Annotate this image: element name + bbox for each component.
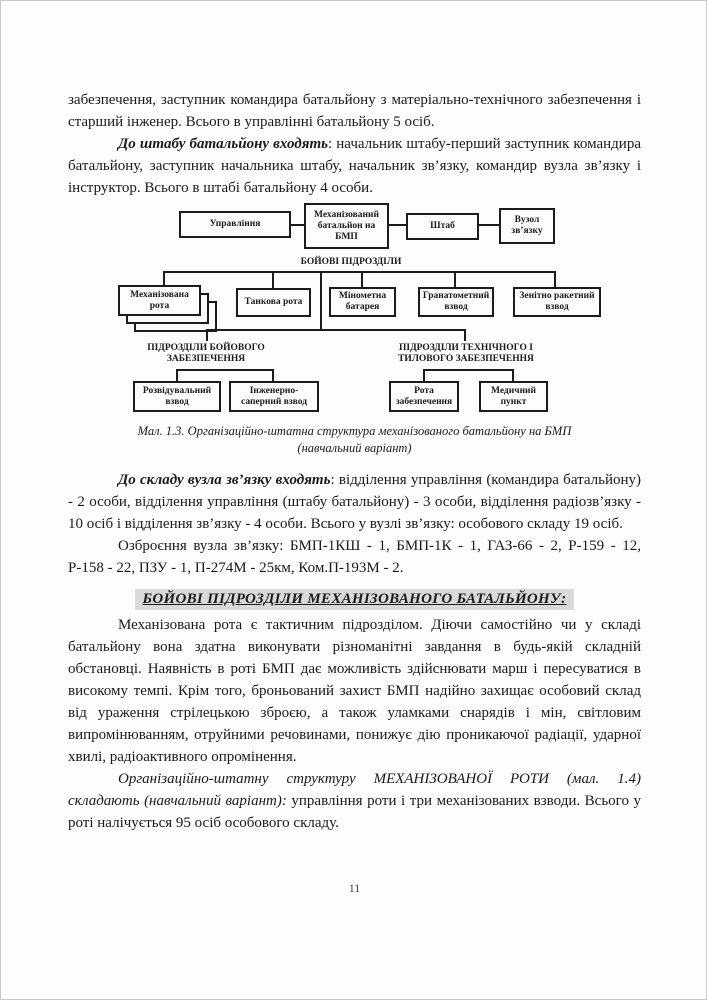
paragraph-6-lead: Організаційно-штатну структуру МЕХАНІЗОВАНОЇ РОТИ (мал. 1.4) складають (навчальний варіант): (68, 771, 641, 809)
connector-drop-rota-zabez (423, 371, 425, 381)
diagram-box-rozvid: Розвідувальний взвод (133, 381, 221, 412)
connector-drop-med-punkt (512, 371, 514, 381)
diagram-box-upravlinnia: Управління (179, 211, 291, 238)
page-number: 11 (348, 881, 361, 895)
figure-caption-line1: Мал. 1.3. Організаційно-штатна структура механізованого батальйону на БМП (137, 424, 572, 438)
diagram-box-mech-rota: Механізована рота (118, 285, 201, 316)
support-branch-label: ПІДРОЗДІЛИ БОЙОВОГО ЗАБЕЗПЕЧЕННЯ (147, 343, 265, 364)
connector-drop-granatomet (454, 273, 456, 287)
figure-caption-line2: (навчальний варіант) (297, 441, 412, 455)
connector-battalion-shtab (389, 224, 406, 226)
connector-upravlinnia-battalion (291, 224, 304, 226)
diagram-box-battalion: Механізований батальйон на БМП (304, 203, 389, 249)
connector-drop-rozvid (176, 371, 178, 381)
connector-drop-inzhener (272, 371, 274, 381)
diagram-box-minometna: Мінометна батарея (329, 287, 396, 317)
connector-lower-bus (206, 329, 466, 331)
connector-drop-rear-branch (464, 331, 466, 341)
paragraph-5: Механізована рота є тактичним підрозділом. Діючи самостійно чи у складі батальйону вона здатна виконувати різноманітні завдання в будь-якій складній обстановці. Наявність в роті БМП дає можливість здійснювати марш і пересуватися в високому темпі. Крім того, броньований захист БМП надійно захищає особовий склад від ураження стрілецькою зброєю, а також уламками снарядів і мін, світловим випромінюванням, отруйними речовинами, понижує дію проникаючої радіації, ударної хвилі, радіоактивного опромінення. (68, 617, 641, 765)
paragraph-3 (68, 469, 641, 535)
section-heading (68, 589, 641, 610)
connector-central-trunk (320, 273, 322, 331)
connector-drop-support-branch (206, 331, 208, 341)
connector-combat-bus (163, 271, 556, 273)
diagram-box-shtab: Штаб (406, 213, 479, 240)
paragraph-6 (68, 768, 641, 834)
paragraph-6-rest: управління роти і три механізованих взводи. Всього у роті налічується 95 осіб особового складу. (68, 793, 641, 831)
figure-caption (68, 423, 641, 457)
combat-units-label: БОЙОВІ ПІДРОЗДІЛИ (300, 257, 402, 267)
paragraph-3-rest: : відділення управління (командира батальйону) - 2 особи, відділення управління (штабу батальйону) - 3 особи, відділення радіозв’язку - 10 осіб і відділення зв’язку - 4 особи. Всього у вузлі зв’язку: особового складу 19 осіб. (68, 472, 641, 532)
connector-shtab-vuzol (479, 224, 499, 226)
diagram-box-rota-zabez: Рота забезпечення (389, 381, 459, 412)
connector-drop-minometna (361, 273, 363, 287)
connector-drop-tankova (272, 273, 274, 288)
diagram-box-inzhener: Інженерно-саперний взвод (229, 381, 319, 412)
paragraph-2 (68, 133, 641, 199)
paragraph-3-lead: До складу вузла зв’язку входять (118, 472, 331, 488)
paragraph-2-rest: : начальник штабу-перший заступник командира батальйону, заступник начальника штабу, начальник зв’язку, командир вузла зв’язку і інструктор. Всього в штабі батальйону 4 особи. (68, 136, 641, 196)
paragraph-2-lead: До штабу батальйону входять (118, 136, 328, 152)
connector-drop-zenit (554, 273, 556, 287)
text-column (68, 89, 641, 834)
diagram-box-granatomet: Гранатометний взвод (418, 287, 494, 317)
rear-branch-label: ПІДРОЗДІЛИ ТЕХНІЧНОГО І ТИЛОВОГО ЗАБЕЗПЕЧЕННЯ (398, 343, 534, 364)
connector-rear-bracket (423, 369, 514, 371)
paragraph-1: забезпечення, заступник командира батальйону з матеріально-технічного забезпечення і старший інженер. Всього в управлінні батальйону 5 осіб. (68, 92, 641, 130)
diagram-box-med-punkt: Медичний пункт (479, 381, 548, 412)
paragraph-4: Озброєння вузла зв’язку: БМП-1КШ - 1, БМП-1К - 1, ГАЗ-66 - 2, Р-159 - 12, Р-158 - 22, ПЗУ - 1, П-274М - 25км, Ком.П-193М - 2. (68, 538, 641, 576)
diagram-box-tankova: Танкова рота (236, 288, 311, 317)
section-heading-text: БОЙОВІ ПІДРОЗДІЛИ МЕХАНІЗОВАНОГО БАТАЛЬЙОНУ: (135, 589, 575, 610)
diagram-box-zenit: Зенітно ракетний взвод (513, 287, 601, 317)
connector-support-bracket (176, 369, 274, 371)
diagram-box-vuzol: Вузол зв’язку (499, 208, 555, 244)
org-chart-diagram (68, 203, 641, 415)
